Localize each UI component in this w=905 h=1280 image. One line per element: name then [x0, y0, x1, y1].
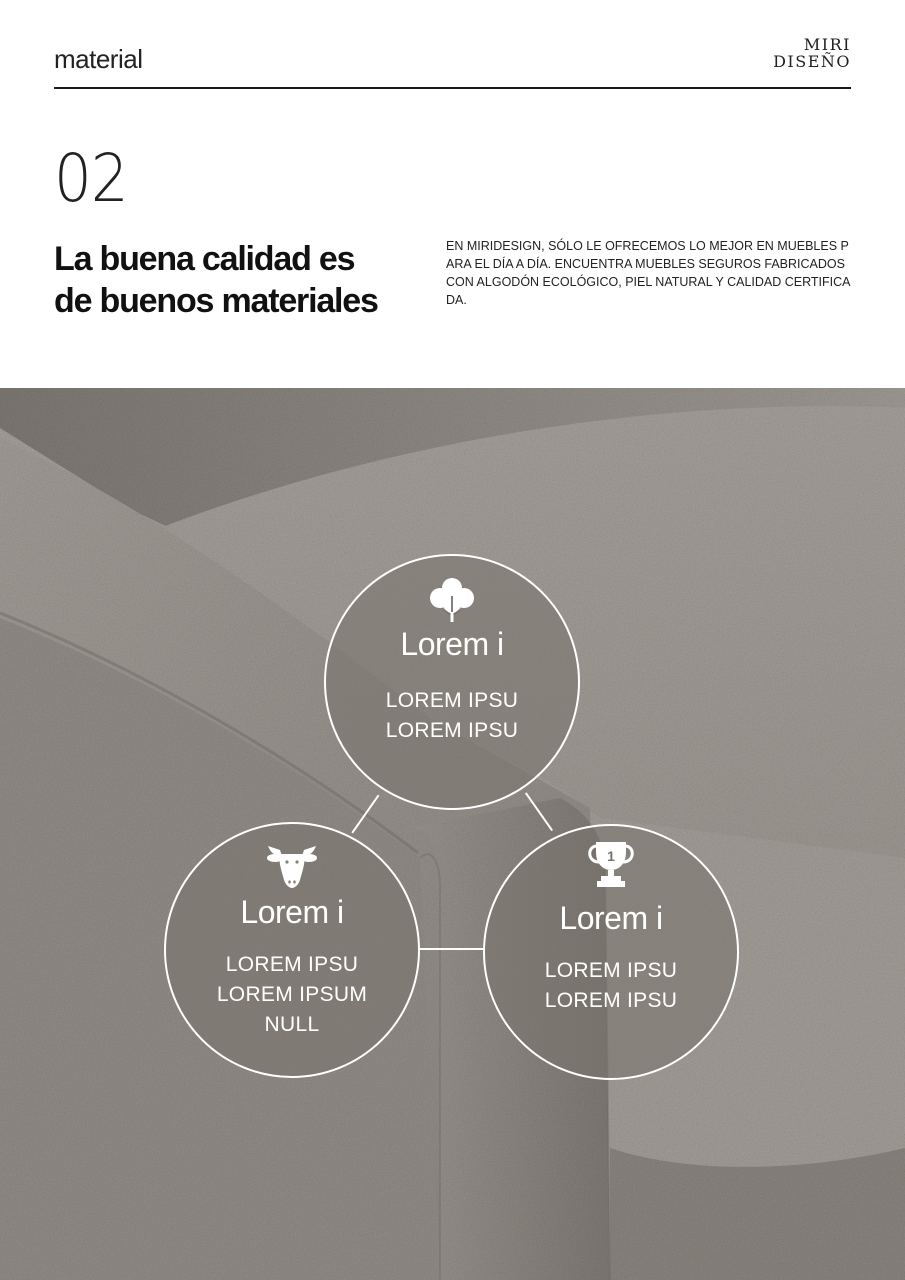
feature-line: NULL	[264, 1013, 320, 1036]
cow-icon	[264, 842, 320, 893]
feature-desc	[485, 956, 737, 1016]
feature-line: LOREM IPSU	[225, 953, 359, 976]
page-heading	[54, 238, 424, 322]
connector-bottom	[420, 948, 484, 950]
feature-circle-cotton	[324, 554, 580, 810]
brand-logo	[773, 36, 851, 70]
heading-line-1: La buena calidad es	[54, 240, 355, 278]
brand-line-1: MIRI	[803, 35, 851, 54]
feature-title: Lorem i	[240, 894, 344, 930]
feature-circle-certified	[483, 824, 739, 1080]
feature-circle-leather	[164, 822, 420, 1078]
section-label: material	[54, 44, 143, 74]
feature-line: LOREM IPSU	[544, 959, 678, 982]
fabric-sofa-photo	[0, 388, 905, 1280]
feature-line: LOREM IPSU	[385, 689, 519, 712]
feature-title: Lorem i	[400, 626, 504, 662]
brand-line-2: DISEÑO	[773, 52, 851, 71]
feature-desc	[326, 686, 578, 746]
feature-line: LOREM IPSUM	[216, 983, 368, 1006]
heading-line-2: de buenos materiales	[54, 282, 378, 320]
feature-title: Lorem i	[559, 900, 663, 936]
feature-desc	[166, 950, 418, 1040]
cotton-icon	[428, 576, 476, 627]
trophy-icon	[585, 840, 637, 893]
feature-line: LOREM IPSU	[385, 719, 519, 742]
trophy-rank: 1	[607, 848, 615, 864]
intro-paragraph: EN MIRIDESIGN, SÓLO LE OFRECEMOS LO MEJOR EN MUEBLES PARA EL DÍA A DÍA. ENCUENTRA MUEBLES SEGUROS FABRICADOS CON ALGODÓN ECOLÓGICO, PIEL NATURAL Y CALIDAD CERTIFICADA.	[446, 239, 851, 307]
page-header	[54, 0, 851, 90]
page-number: 02	[54, 140, 128, 217]
sofa-fabric-image	[0, 388, 905, 1280]
feature-line: LOREM IPSU	[544, 989, 678, 1012]
header-divider	[54, 87, 851, 89]
